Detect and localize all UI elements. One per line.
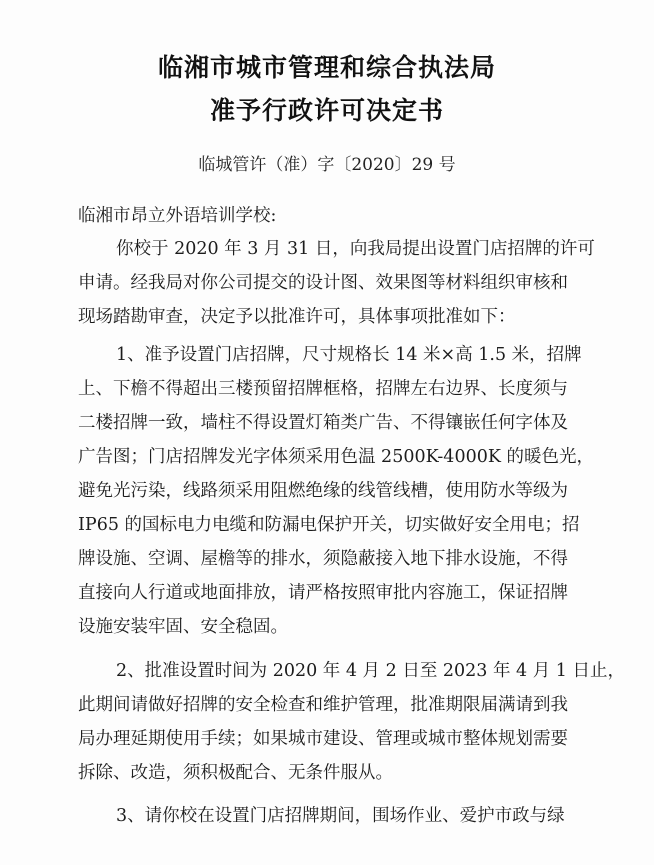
paragraph-line: 局办理延期使用手续；如果城市建设、管理或城市整体规划需要: [78, 729, 568, 749]
document-title: 准予行政许可决定书: [209, 96, 444, 125]
paragraph-line: 此期间请做好招牌的安全检查和维护管理，批准期限届满请到我: [78, 695, 568, 715]
agency-title: 临湘市城市管理和综合执法局: [157, 53, 496, 82]
paragraph-line: 你校于 2020 年 3 月 31 日，向我局提出设置门店招牌的许可: [116, 239, 595, 259]
paragraph-line: 申请。经我局对你公司提交的设计图、效果图等材料组织审核和: [78, 273, 568, 293]
paragraph-line: 现场踏勘审查，决定予以批准许可，具体事项批准如下：: [78, 307, 516, 327]
paragraph-line: 二楼招牌一致，墙柱不得设置灯箱类广告、不得镶嵌任何字体及: [78, 413, 568, 433]
paragraph-line: 广告图；门店招牌发光字体须采用色温 2500K-4000K 的暖色光，: [78, 447, 594, 467]
paragraph-line: 牌设施、空调、屋檐等的排水，须隐蔽接入地下排水设施，不得: [78, 549, 568, 569]
paragraph-line: 2、批准设置时间为 2020 年 4 月 2 日至 2023 年 4 月 1 日止，: [116, 661, 625, 681]
addressee: 临湘市昂立外语培训学校:: [78, 206, 277, 226]
paragraph-line: IP65 的国标电力电缆和防漏电保护开关，切实做好安全用电；招: [78, 515, 580, 535]
paragraph-line: 1、准予设置门店招牌，尺寸规格长 14 米×高 1.5 米，招牌: [116, 345, 582, 365]
paragraph-line: 避免光污染，线路须采用阻燃绝缘的线管线槽，使用防水等级为: [78, 481, 568, 501]
paragraph-line: 直接向人行道或地面排放，请严格按照审批内容施工，保证招牌: [78, 583, 568, 603]
paragraph-line: 拆除、改造，须积极配合、无条件服从。: [78, 763, 393, 783]
paragraph-line: 3、请你校在设置门店招牌期间，围场作业、爱护市政与绿: [116, 806, 565, 826]
document-number: 临城管许（准）字〔2020〕29 号: [198, 155, 456, 175]
paragraph-line: 上、下檐不得超出三楼预留招牌框格，招牌左右边界、长度须与: [78, 379, 568, 399]
paragraph-line: 设施安装牢固、安全稳固。: [78, 617, 288, 637]
